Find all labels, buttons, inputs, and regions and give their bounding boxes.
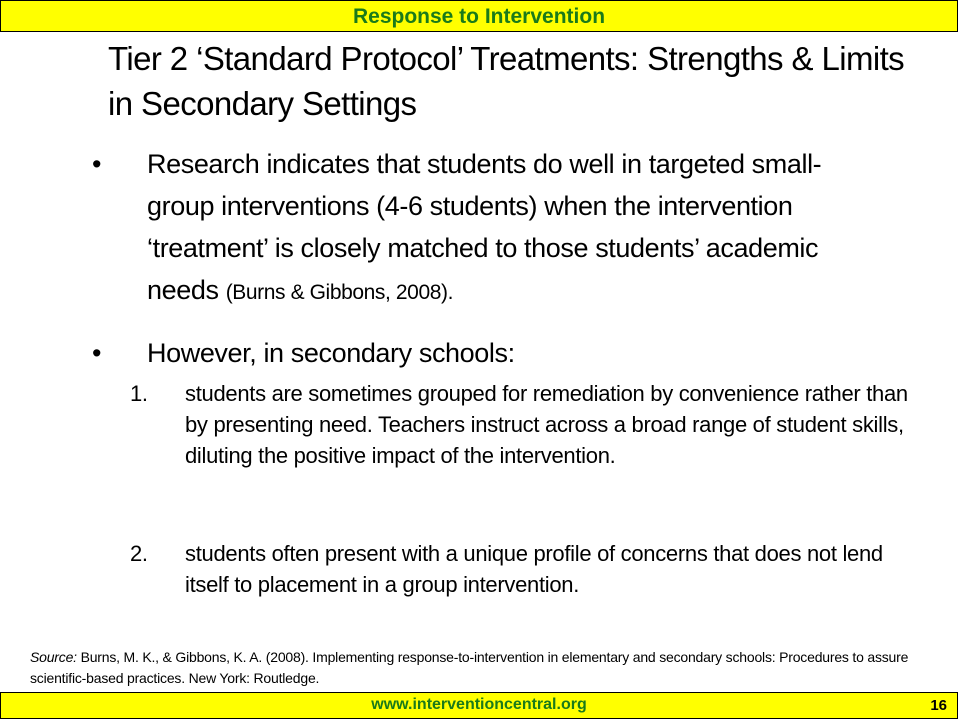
header-bar [0,0,958,32]
source-citation [30,647,930,689]
source-text: Burns, M. K., & Gibbons, K. A. (2008). Implementing response-to-intervention in elementary and secondary schools: Procedures to assure scientific-based practices. New York: Routledge. [30,649,909,686]
item-text: students are sometimes grouped for remediation by convenience rather than by presenting need. Teachers instruct across a broad range of student skills, diluting the positive impact of the intervention. [185,381,908,468]
bullet-marker: • [92,149,102,179]
bullet-item-2 [92,332,882,374]
footer-url[interactable]: www.interventioncentral.org [371,696,587,713]
item-number: 2. [130,541,148,566]
bullet-marker: • [92,338,102,368]
header-title: Response to Intervention [352,5,606,28]
page-number: 16 [930,697,947,714]
numbered-item-1 [130,378,930,471]
bullet-citation: (Burns & Gibbons, 2008). [225,281,454,304]
numbered-item-2 [130,538,930,600]
footer-bar [0,692,958,719]
source-label: Source: [30,649,77,665]
item-text: students often present with a unique profile of concerns that does not lend itself to placement in a group intervention. [185,541,883,597]
slide-title: Tier 2 ‘Standard Protocol’ Treatments: Strengths & Limits in Secondary Settings [108,40,905,122]
bullet-body: Research indicates that students do well in targeted small-group interventions (4-6 students) when the intervention ‘treatment’ is closely matched to those students’ academic needs [147,149,822,305]
item-number: 1. [130,381,148,406]
bullet-text [147,143,882,314]
bullet-item-1 [92,143,882,314]
bullet-text: However, in secondary schools: [147,338,515,368]
